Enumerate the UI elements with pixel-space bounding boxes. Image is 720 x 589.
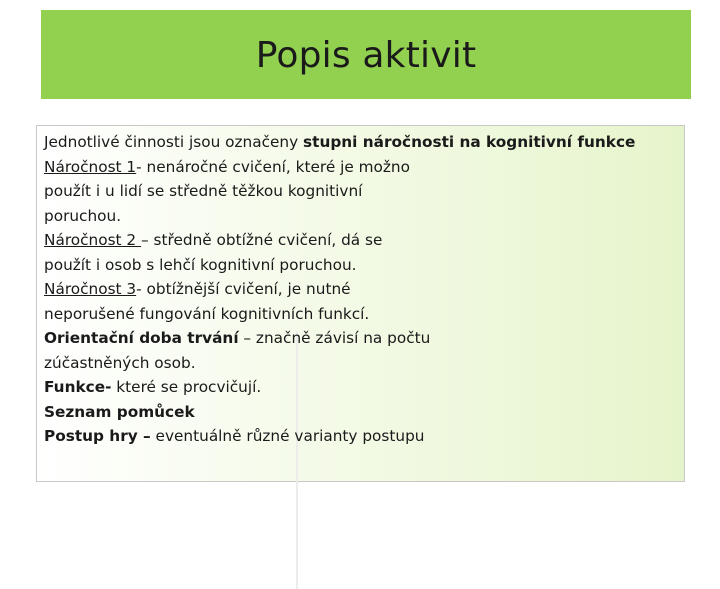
level-2-label: Náročnost 2 [44,231,142,249]
level-1-text: - nenáročné cvičení, které je možno [136,157,410,176]
functions-label: Funkce- [44,378,112,396]
title-banner [41,10,691,99]
intro-text: Jednotlivé činnosti jsou označeny [44,133,304,151]
level-1-label: Náročnost 1 [44,157,137,176]
duration-line [44,326,680,351]
procedure-line [44,424,680,449]
level-2-line [44,228,680,253]
functions-text: které se procvičují. [111,378,262,396]
intro-line [44,130,680,155]
content-box [36,125,685,482]
level-1-line [44,155,680,180]
level-2-text: – středně obtížné cvičení, dá se [141,231,383,249]
level-3-line [44,277,680,302]
duration-line-2: zúčastněných osob. [44,353,196,372]
procedure-text: eventuálně různé varianty postupu [150,427,425,445]
level-2-line-2: použít i osob s lehčí kognitivní poruchou. [44,255,357,274]
level-1-line-2: použít i u lidí se středně těžkou kognitivní [44,182,363,200]
duration-text: – značně závisí na počtu [238,329,431,347]
content-text [44,130,680,449]
functions-line [44,375,680,400]
intro-bold-text: stupni náročnosti na kognitivní funkce [303,133,636,151]
tools-line: Seznam pomůcek [44,402,195,421]
level-3-label: Náročnost 3 [44,280,137,298]
level-3-text: - obtížnější cvičení, je nutné [136,280,351,298]
duration-label: Orientační doba trvání [44,329,239,347]
level-3-line-2: neporušené fungování kognitivních funkcí. [44,304,370,323]
slide-title: Popis aktivit [255,35,477,76]
procedure-label: Postup hry – [44,427,151,445]
level-1-line-3: poruchou. [44,206,122,225]
